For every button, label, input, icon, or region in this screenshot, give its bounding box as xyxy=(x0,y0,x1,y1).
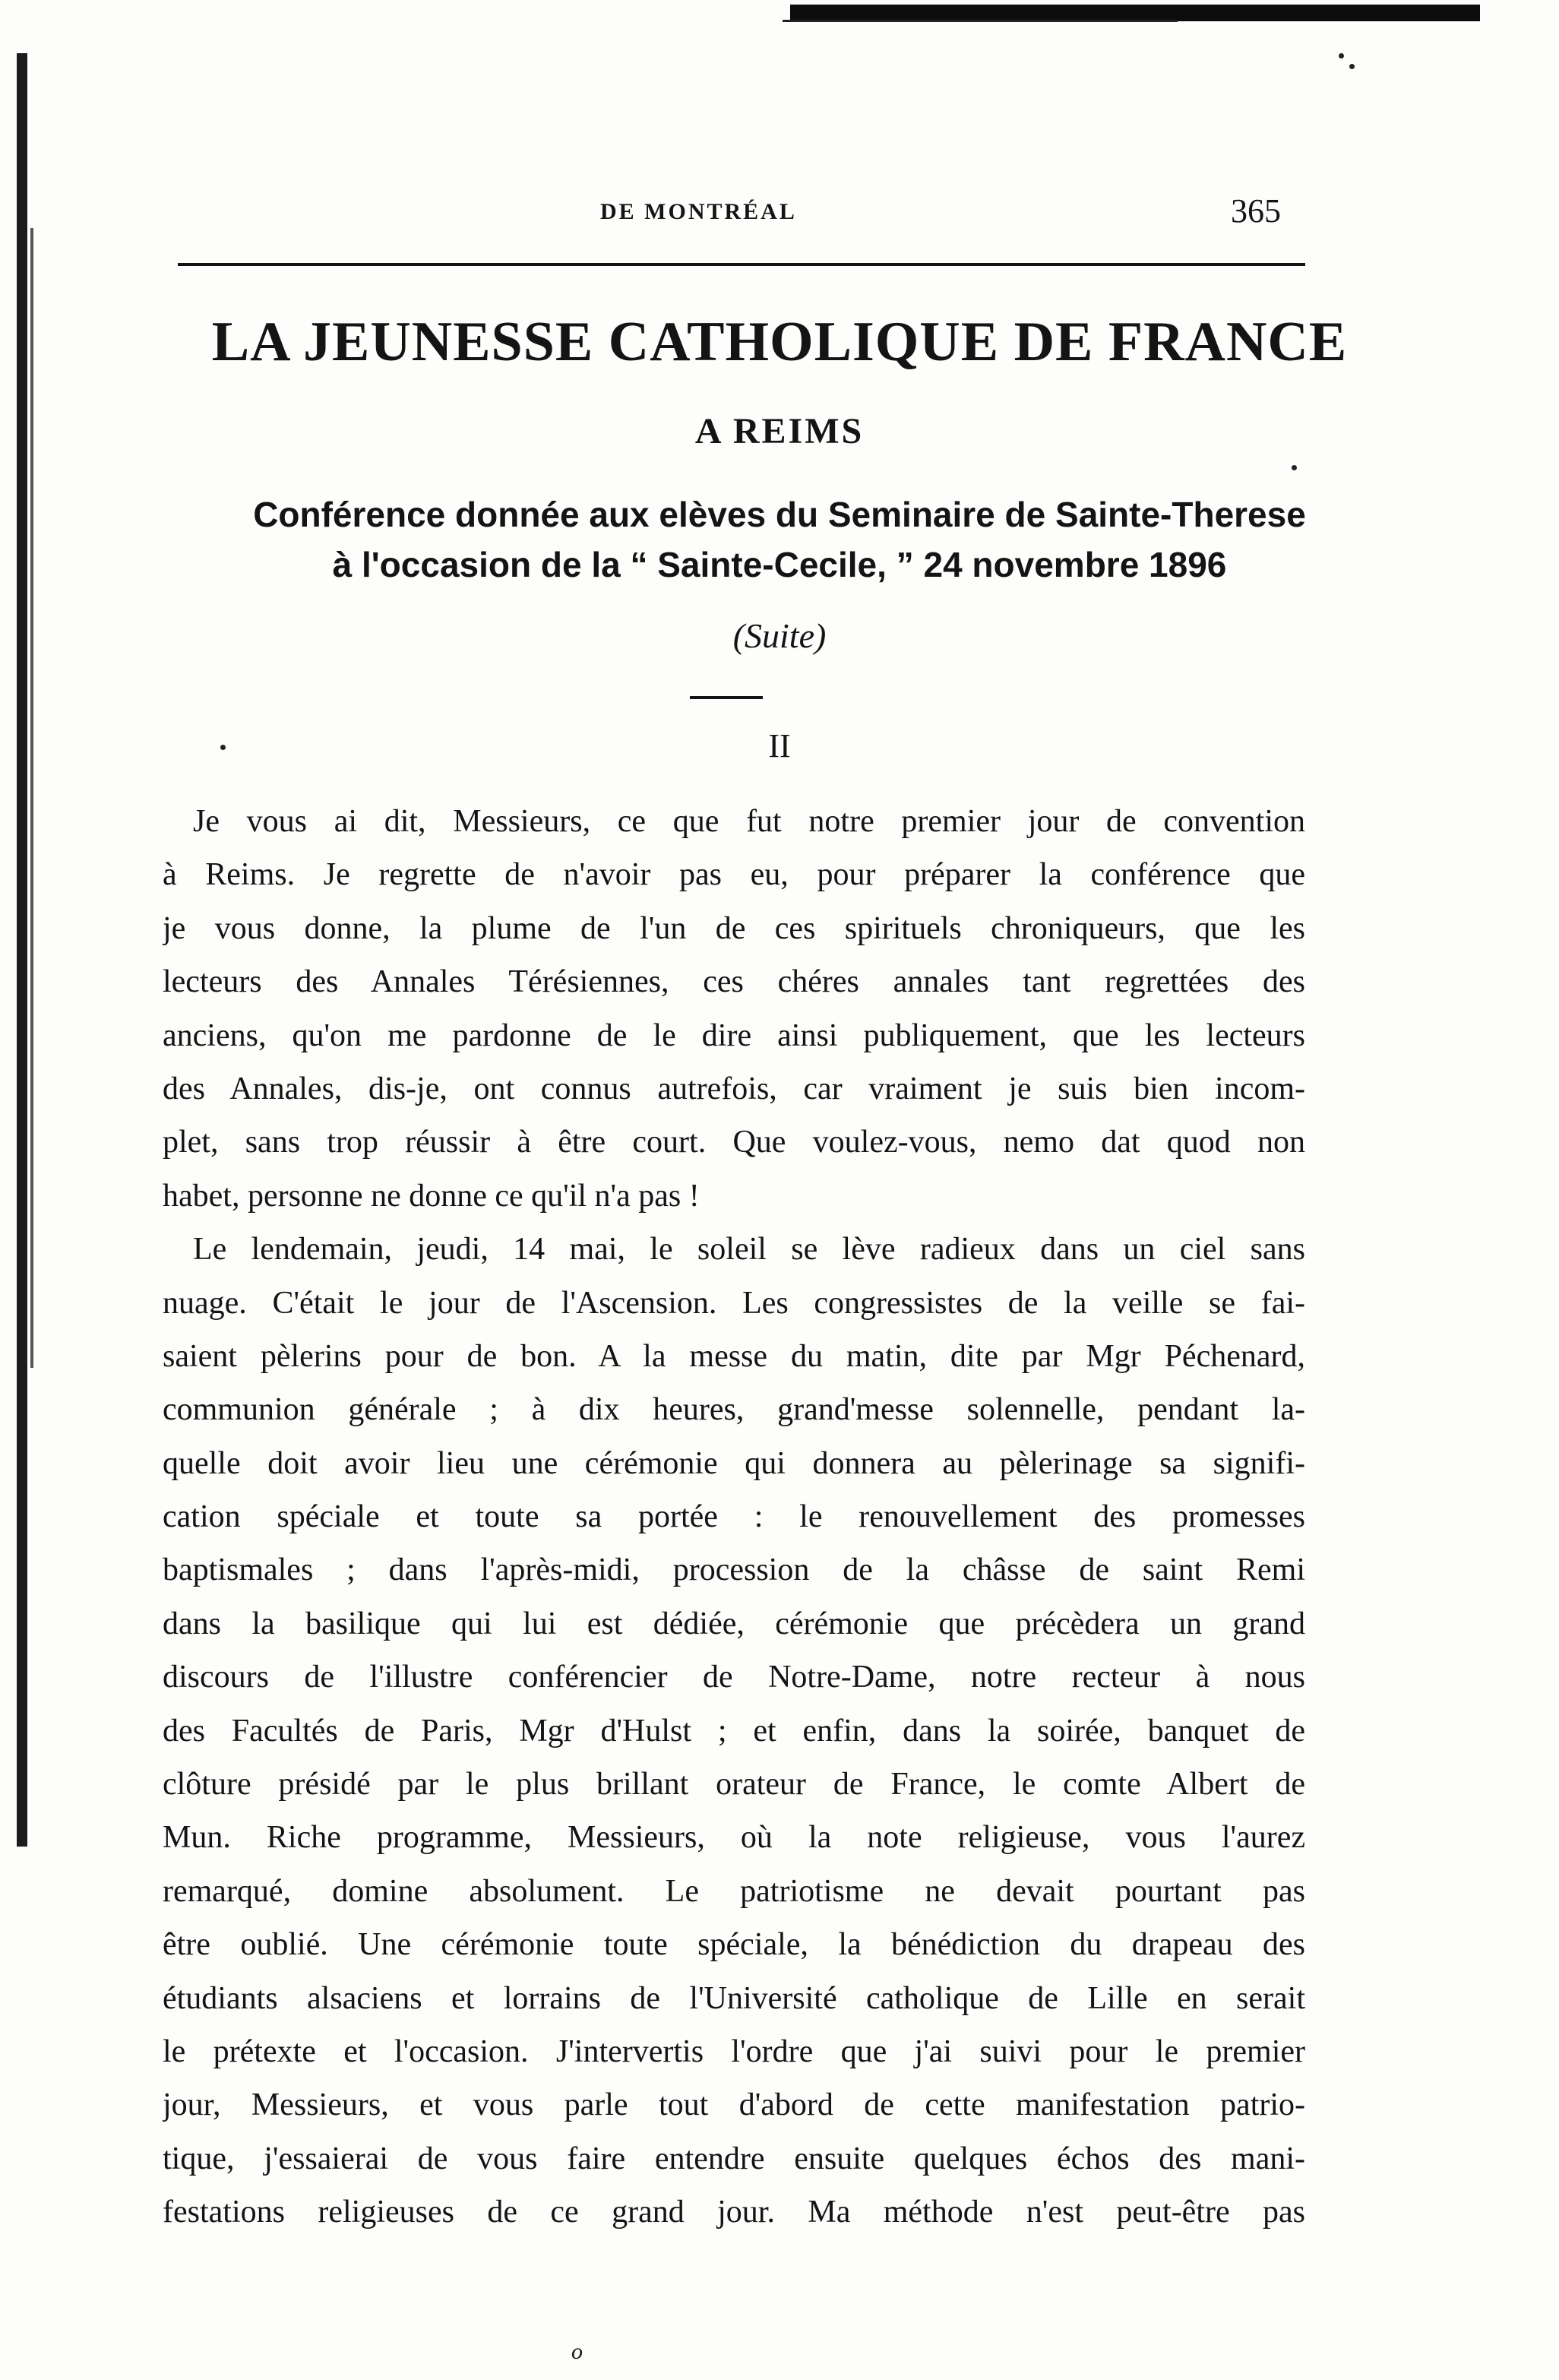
text-line: étudiants alsaciens et lorrains de l'Université catholique de Lille en serait xyxy=(163,1980,1305,2016)
text-line: lecteurs des Annales Térésiennes, ces chéres annales tant regrettées des xyxy=(163,964,1305,1000)
footer-mark: o xyxy=(571,2339,583,2364)
text-line: le prétexte et l'occasion. J'intervertis l'ordre que j'ai suivi pour le premier xyxy=(163,2033,1305,2069)
text-line: baptismales ; dans l'après-midi, procession de la châsse de saint Remi xyxy=(163,1552,1305,1588)
text-line: plet, sans trop réussir à être court. Que voulez-vous, nemo dat quod non xyxy=(163,1125,1305,1160)
text-line: Je vous ai dit, Messieurs, ce que fut notre premier jour de convention xyxy=(193,804,1305,839)
text-line: anciens, qu'on me pardonne de le dire ainsi publiquement, que les lecteurs xyxy=(163,1018,1305,1053)
text-line: nuage. C'était le jour de l'Ascension. Les congressistes de la veille se fai- xyxy=(163,1285,1305,1321)
scan-speck xyxy=(1339,53,1344,59)
section-number: II xyxy=(768,727,791,764)
paragraph xyxy=(163,795,1305,1223)
text-line: festations religieuses de ce grand jour. Ma méthode n'est peut-être pas xyxy=(163,2195,1305,2230)
text-line: Mun. Riche programme, Messieurs, où la note religieuse, vous l'aurez xyxy=(163,1820,1305,1856)
text-line: être oublié. Une cérémonie toute spéciale, la bénédiction du drapeau des xyxy=(163,1927,1305,1963)
scan-left-edge-shadow xyxy=(30,228,33,1368)
text-line: dans la basilique qui lui est dédiée, cérémonie que précèdera un grand xyxy=(163,1606,1305,1641)
text-line: quelle doit avoir lieu une cérémonie qui donnera au pèlerinage sa signifi- xyxy=(163,1445,1305,1481)
conference-line-1: Conférence donnée aux elèves du Seminaire de Sainte-Therese xyxy=(253,495,1306,534)
text-line: je vous donne, la plume de l'un de ces spirituels chroniqueurs, que les xyxy=(163,910,1305,946)
text-line: des Annales, dis-je, ont connus autrefois, car vraiment je suis bien incom- xyxy=(163,1071,1305,1106)
text-line: des Facultés de Paris, Mgr d'Hulst ; et enfin, dans la soirée, banquet de xyxy=(163,1713,1305,1749)
text-line: habet, personne ne donne ce qu'il n'a pas ! xyxy=(163,1178,700,1214)
page-number: 365 xyxy=(1231,192,1281,229)
running-head xyxy=(0,191,1559,237)
text-line: discours de l'illustre conférencier de Notre-Dame, notre recteur à nous xyxy=(163,1660,1305,1695)
text-line: tique, j'essaierai de vous faire entendre ensuite quelques échos des mani- xyxy=(163,2141,1305,2176)
article-title: LA JEUNESSE CATHOLIQUE DE FRANCE xyxy=(211,311,1348,373)
running-head-title: DE MONTRÉAL xyxy=(600,199,797,224)
scan-top-rule xyxy=(790,5,1480,21)
text-line: remarqué, domine absolument. Le patriotisme ne devait pourtant pas xyxy=(163,1873,1305,1909)
scan-top-rule-thin xyxy=(783,20,1178,22)
scan-speck xyxy=(1349,64,1355,69)
text-line: jour, Messieurs, et vous parle tout d'abord de cette manifestation patrio- xyxy=(163,2087,1305,2123)
paragraph xyxy=(163,1223,1305,2239)
article-subtitle: A REIMS xyxy=(694,411,865,451)
text-line: cation spéciale et toute sa portée : le renouvellement des promesses xyxy=(163,1499,1305,1535)
section-rule xyxy=(690,696,763,699)
text-line: clôture présidé par le plus brillant orateur de France, le comte Albert de xyxy=(163,1767,1305,1802)
text-line: Le lendemain, jeudi, 14 mai, le soleil se lève radieux dans un ciel sans xyxy=(193,1232,1305,1268)
scan-speck xyxy=(1292,465,1297,470)
suite-label: (Suite) xyxy=(732,616,827,655)
body-text xyxy=(163,795,1305,2239)
conference-line-2: à l'occasion de la “ Sainte-Cecile, ” 24 novembre 1896 xyxy=(332,545,1227,584)
text-line: saient pèlerins pour de bon. A la messe du matin, dite par Mgr Péchenard, xyxy=(163,1338,1305,1374)
text-line: à Reims. Je regrette de n'avoir pas eu, pour préparer la conférence que xyxy=(163,857,1305,893)
header-rule xyxy=(178,263,1305,266)
text-line: communion générale ; à dix heures, grand'messe solennelle, pendant la- xyxy=(163,1392,1305,1428)
